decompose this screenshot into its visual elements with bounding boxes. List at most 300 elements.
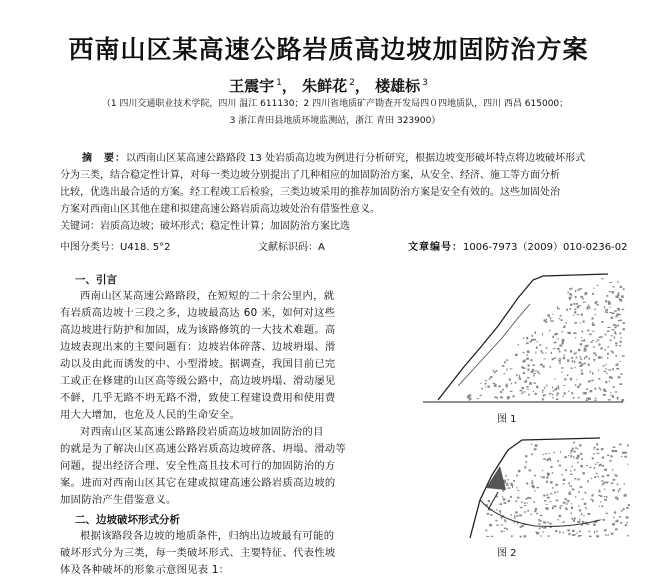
rock-speck — [611, 350, 613, 352]
rock-speck — [600, 501, 601, 502]
rock-speck — [555, 333, 557, 334]
rock-speck — [594, 476, 596, 478]
rock-speck — [621, 456, 623, 457]
rock-speck — [625, 524, 628, 526]
rock-speck — [611, 533, 614, 535]
rock-speck — [584, 357, 585, 359]
clc-number — [60, 238, 171, 253]
rock-speck — [603, 389, 606, 391]
rock-speck — [606, 513, 609, 514]
rock-speck — [570, 453, 572, 454]
rock-speck — [552, 505, 553, 506]
rock-speck — [552, 487, 553, 489]
rock-speck — [547, 522, 549, 523]
rock-speck — [587, 480, 589, 482]
rock-speck — [576, 357, 577, 359]
rock-speck — [581, 337, 582, 338]
rock-speck — [535, 508, 537, 510]
rock-speck — [568, 533, 571, 534]
rock-speck — [559, 465, 562, 467]
rock-speck — [605, 334, 607, 336]
rock-speck — [602, 465, 604, 467]
rock-speck — [577, 314, 580, 315]
rock-speck — [574, 322, 577, 324]
rock-speck — [547, 477, 548, 478]
rock-speck — [544, 319, 547, 321]
rock-speck — [580, 465, 583, 467]
rock-speck — [559, 515, 562, 517]
rock-speck — [594, 309, 596, 310]
rock-speck — [615, 342, 617, 344]
rock-speck — [580, 288, 582, 290]
rock-speck — [547, 494, 549, 496]
rock-speck — [524, 505, 527, 506]
article-number-label: 文章编号： — [408, 242, 463, 253]
rock-speck — [579, 384, 581, 386]
rock-speck — [585, 292, 588, 294]
rock-speck — [546, 385, 547, 387]
rock-speck — [528, 394, 530, 396]
rock-speck — [614, 331, 616, 333]
text-line: 有岩质高边坡十三段之多，边坡最高达 60 米，如何对这些 — [60, 307, 336, 319]
rock-speck — [552, 336, 554, 338]
rock-speck — [586, 388, 588, 390]
rock-speck — [561, 367, 564, 368]
rock-speck — [614, 336, 615, 338]
rock-speck — [515, 382, 517, 384]
rock-speck — [617, 295, 619, 296]
rock-speck — [592, 457, 594, 459]
rock-speck — [527, 368, 529, 370]
rock-speck — [621, 510, 623, 512]
rock-speck — [592, 317, 594, 319]
rock-speck — [535, 444, 538, 446]
rock-speck — [543, 521, 546, 523]
rock-speck — [549, 330, 550, 332]
rock-speck — [600, 336, 603, 338]
rock-speck — [526, 342, 529, 344]
rock-speck — [589, 358, 590, 361]
rock-speck — [607, 331, 610, 333]
rock-speck — [493, 383, 495, 385]
rock-speck — [515, 354, 518, 356]
rock-speck — [574, 478, 576, 480]
rock-speck — [554, 358, 556, 359]
rock-speck — [618, 320, 621, 321]
rock-speck — [500, 391, 503, 393]
rock-speck — [571, 288, 572, 290]
rock-speck — [588, 364, 590, 366]
abstract-line: 比较，优选出最合适的方案。经工程竣工后检验，三类边坡采用的推荐加固防治方案是安全有效的。这些加固处治 — [60, 187, 560, 198]
rock-speck — [596, 443, 598, 445]
rock-speck — [505, 475, 506, 477]
rock-speck — [527, 503, 528, 504]
rock-speck — [626, 507, 629, 509]
rock-speck — [531, 444, 532, 445]
rock-speck — [589, 536, 592, 538]
rock-speck — [557, 519, 559, 520]
text-line: 动以及由此而诱发的中、小型滑坡。据调查，我国目前已完 — [60, 358, 336, 370]
rock-speck — [531, 482, 533, 484]
rock-speck — [600, 347, 603, 349]
rock-speck — [556, 399, 558, 401]
rock-speck — [612, 469, 613, 471]
rock-speck — [608, 302, 611, 304]
rock-speck — [575, 447, 577, 448]
text-line: 破坏形式分为三类，每一类破坏形式、主要特征、代表性坡 — [60, 547, 336, 559]
rock-speck — [581, 373, 584, 375]
paper-title: 西南山区某高速公路岩质高边坡加固防治方案 — [68, 35, 589, 64]
rock-speck — [507, 483, 509, 485]
rock-speck — [572, 530, 575, 532]
section2-paragraph-1 — [60, 528, 360, 579]
rock-speck — [588, 513, 591, 515]
rock-speck — [547, 314, 550, 316]
rock-speck — [539, 520, 541, 521]
rock-speck — [575, 290, 576, 292]
rock-speck — [543, 458, 546, 459]
rock-speck — [544, 500, 546, 502]
rock-speck — [580, 453, 582, 455]
figure-1-caption: 图 1 — [497, 414, 517, 425]
rock-speck — [610, 392, 611, 393]
text-line: 西南山区某高速公路路段，在短短的二十余公里内，就 — [80, 290, 335, 302]
rock-speck — [585, 356, 587, 358]
rock-speck — [547, 473, 550, 476]
rock-speck — [520, 536, 522, 538]
rock-speck — [514, 515, 515, 517]
rock-speck — [480, 395, 482, 396]
rock-speck — [543, 495, 546, 497]
rock-speck — [578, 505, 579, 507]
rock-speck — [617, 398, 619, 400]
rock-speck — [537, 371, 539, 372]
text-line: 体及各种破坏的形象示意图见表 1： — [60, 564, 230, 576]
rock-speck — [601, 448, 604, 450]
rock-speck — [559, 507, 561, 509]
rock-speck — [520, 507, 523, 508]
rock-speck — [603, 394, 606, 396]
rock-speck — [573, 451, 575, 453]
rock-speck — [594, 360, 595, 362]
rock-speck — [488, 500, 490, 502]
rock-speck — [571, 503, 572, 504]
rock-speck — [582, 498, 584, 499]
rock-speck — [605, 300, 607, 301]
rock-speck — [555, 484, 558, 486]
rock-speck — [537, 341, 538, 343]
rock-speck — [578, 349, 581, 351]
rock-speck — [583, 472, 585, 474]
rock-speck — [571, 392, 573, 394]
rock-speck — [615, 391, 617, 392]
rock-speck — [611, 291, 614, 293]
rock-speck — [596, 449, 599, 450]
rock-speck — [523, 368, 526, 369]
rock-speck — [577, 386, 579, 388]
text-line: 不鲜，几乎无路不坍无路不滑，致使工程建设费用和使用费 — [60, 392, 336, 404]
rock-speck — [549, 366, 551, 367]
intro-heading: 一、引言 — [75, 274, 117, 286]
rock-speck — [536, 531, 537, 533]
rock-speck — [615, 333, 617, 334]
rock-speck — [507, 479, 509, 480]
rock-speck — [617, 281, 618, 283]
rock-speck — [554, 492, 556, 494]
rock-speck — [554, 342, 557, 344]
rock-speck — [561, 319, 563, 321]
rock-speck — [564, 392, 566, 395]
rock-speck — [584, 348, 587, 351]
rock-speck — [572, 448, 574, 450]
rock-speck — [614, 474, 615, 475]
rock-speck — [599, 387, 600, 389]
rock-speck — [583, 321, 585, 323]
rock-speck — [587, 345, 589, 347]
rock-speck — [570, 485, 573, 487]
rock-speck — [606, 372, 607, 374]
rock-speck — [501, 531, 503, 533]
rock-speck — [627, 535, 629, 536]
rock-speck — [601, 321, 604, 323]
rock-speck — [600, 519, 602, 520]
abstract-text: 以西南山区某高速公路路段 13 处岩质高边坡为例进行分析研究，根据边坡变形破坏特点将边坡破坏形式 — [126, 153, 586, 164]
rock-speck — [579, 535, 582, 536]
rock-speck — [533, 375, 534, 377]
section2-heading: 二、边坡破坏形式分析 — [75, 514, 180, 526]
rock-speck — [598, 491, 601, 492]
rock-speck — [507, 396, 510, 399]
rock-speck — [548, 535, 549, 537]
rock-speck — [610, 460, 612, 461]
rock-speck — [611, 335, 613, 336]
affiliation-line-1: （1 四川交通职业技术学院，四川 温江 611130；2 四川省地质矿产勘查开发局四０四地质队，四川 西昌 615000； — [101, 99, 569, 109]
rock-speck — [518, 344, 519, 345]
rock-speck — [526, 386, 528, 388]
rock-speck — [480, 383, 481, 384]
rock-speck — [609, 307, 610, 308]
rock-speck — [583, 339, 585, 341]
rock-speck — [526, 354, 527, 356]
rock-speck — [550, 481, 552, 483]
rock-speck — [612, 489, 615, 491]
rock-speck — [554, 379, 555, 380]
rock-speck — [497, 397, 498, 399]
rock-speck — [595, 314, 596, 315]
rock-speck — [599, 490, 600, 491]
rock-speck — [500, 512, 501, 514]
rock-speck — [506, 384, 507, 386]
figure-2-caption: 图 2 — [497, 548, 517, 559]
rock-speck — [530, 341, 532, 343]
rock-speck — [615, 511, 616, 512]
article-number — [408, 238, 627, 253]
rock-speck — [612, 523, 615, 525]
rock-speck — [581, 370, 583, 372]
rock-speck — [502, 389, 504, 391]
rock-speck — [624, 484, 625, 485]
rock-speck — [504, 361, 506, 363]
rock-speck — [589, 467, 591, 468]
rock-speck — [494, 397, 497, 399]
rock-speck — [558, 387, 560, 389]
rock-speck — [569, 297, 572, 299]
rock-speck — [602, 483, 603, 485]
rock-speck — [540, 476, 541, 478]
fig1-inner-line — [458, 304, 530, 386]
clc-value: U418. 5°2 — [120, 242, 171, 253]
rock-speck — [490, 376, 493, 378]
rock-speck — [539, 528, 541, 530]
rock-speck — [543, 454, 545, 455]
rock-speck — [536, 487, 539, 488]
rock-speck — [606, 496, 608, 498]
rock-speck — [563, 502, 566, 504]
rock-speck — [575, 296, 577, 298]
rock-speck — [608, 399, 611, 400]
rock-speck — [571, 357, 573, 359]
rock-speck — [542, 365, 544, 367]
rock-speck — [543, 394, 544, 396]
rock-speck — [565, 322, 567, 323]
rock-speck — [619, 444, 622, 445]
rock-speck — [566, 309, 568, 311]
rock-speck — [525, 380, 527, 381]
author-sup: 1 — [276, 78, 282, 88]
rock-speck — [619, 488, 621, 490]
rock-speck — [579, 362, 581, 364]
rock-speck — [498, 385, 500, 387]
rock-speck — [610, 340, 612, 342]
rock-speck — [564, 498, 567, 500]
rock-speck — [518, 470, 521, 473]
rock-speck — [540, 364, 543, 366]
rock-speck — [510, 391, 513, 392]
rock-speck — [600, 389, 601, 391]
rock-speck — [485, 530, 487, 532]
rock-speck — [614, 310, 616, 312]
rock-speck — [584, 363, 586, 365]
rock-speck — [515, 501, 518, 502]
rock-speck — [545, 352, 546, 353]
rock-speck — [579, 444, 581, 446]
rock-speck — [592, 372, 594, 374]
rock-speck — [608, 327, 611, 328]
rock-speck — [521, 502, 523, 503]
rock-speck — [607, 295, 609, 297]
rock-speck — [614, 512, 616, 514]
rock-speck — [520, 526, 522, 528]
rock-speck — [607, 455, 609, 456]
rock-speck — [577, 448, 578, 449]
rock-speck — [592, 331, 594, 332]
rock-speck — [606, 312, 608, 314]
rock-speck — [598, 344, 600, 346]
author-name: 楼雄标 — [375, 77, 421, 95]
rock-speck — [616, 368, 617, 369]
rock-speck — [499, 510, 501, 512]
rock-speck — [594, 467, 596, 469]
rock-speck — [611, 317, 613, 319]
rock-speck — [489, 378, 491, 379]
rock-speck — [550, 493, 553, 494]
rock-speck — [609, 312, 612, 313]
rock-speck — [586, 400, 588, 401]
rock-speck — [570, 308, 572, 310]
rock-speck — [524, 466, 526, 468]
rock-speck — [510, 496, 512, 498]
rock-speck — [607, 474, 610, 476]
rock-speck — [545, 507, 548, 509]
rock-speck — [576, 457, 579, 459]
rock-speck — [593, 524, 596, 526]
rock-speck — [557, 308, 560, 309]
rock-speck — [584, 350, 587, 352]
rock-speck — [586, 465, 588, 466]
rock-speck — [533, 339, 536, 341]
rock-speck — [552, 472, 554, 474]
rock-speck — [553, 390, 555, 391]
rock-speck — [542, 527, 544, 528]
rock-speck — [599, 506, 600, 507]
rock-speck — [502, 365, 505, 367]
rock-speck — [596, 473, 598, 474]
rock-speck — [613, 386, 615, 388]
rock-speck — [543, 528, 546, 529]
rock-speck — [588, 304, 590, 305]
rock-speck — [602, 457, 604, 459]
rock-speck — [510, 368, 513, 369]
rock-speck — [588, 398, 591, 400]
rock-speck — [486, 536, 489, 537]
rock-speck — [557, 491, 559, 492]
rock-speck — [487, 513, 489, 515]
rock-speck — [542, 391, 543, 393]
rock-speck — [571, 367, 573, 369]
rock-speck — [527, 377, 530, 378]
rock-speck — [616, 313, 618, 316]
rock-speck — [550, 459, 551, 461]
rock-speck — [511, 535, 513, 537]
rock-speck — [520, 378, 521, 380]
rock-speck — [618, 292, 620, 294]
text-line: 问题，提出经济合理、安全性高且技术可行的加固防治的方 — [60, 460, 336, 472]
rock-speck — [549, 393, 552, 395]
rock-speck — [523, 372, 525, 374]
rock-speck — [608, 346, 610, 347]
rock-speck — [540, 536, 542, 537]
rock-speck — [579, 509, 582, 511]
rock-speck — [620, 383, 623, 385]
figure-2-slope-diagram — [440, 430, 630, 540]
rock-speck — [488, 385, 490, 387]
rock-speck — [568, 500, 569, 502]
rock-speck — [568, 361, 569, 362]
rock-speck — [544, 387, 545, 389]
rock-speck — [564, 385, 566, 386]
rock-speck — [517, 497, 520, 499]
rock-speck — [538, 523, 541, 524]
rock-speck — [608, 534, 609, 536]
rock-speck — [581, 513, 583, 515]
rock-speck — [551, 466, 553, 468]
rock-speck — [604, 499, 607, 501]
rock-speck — [596, 304, 599, 305]
rock-speck — [532, 335, 533, 337]
rock-speck — [615, 325, 617, 327]
rock-speck — [562, 483, 564, 484]
article-number-value: 1006-7973（2009）010-0236-02 — [463, 242, 628, 253]
